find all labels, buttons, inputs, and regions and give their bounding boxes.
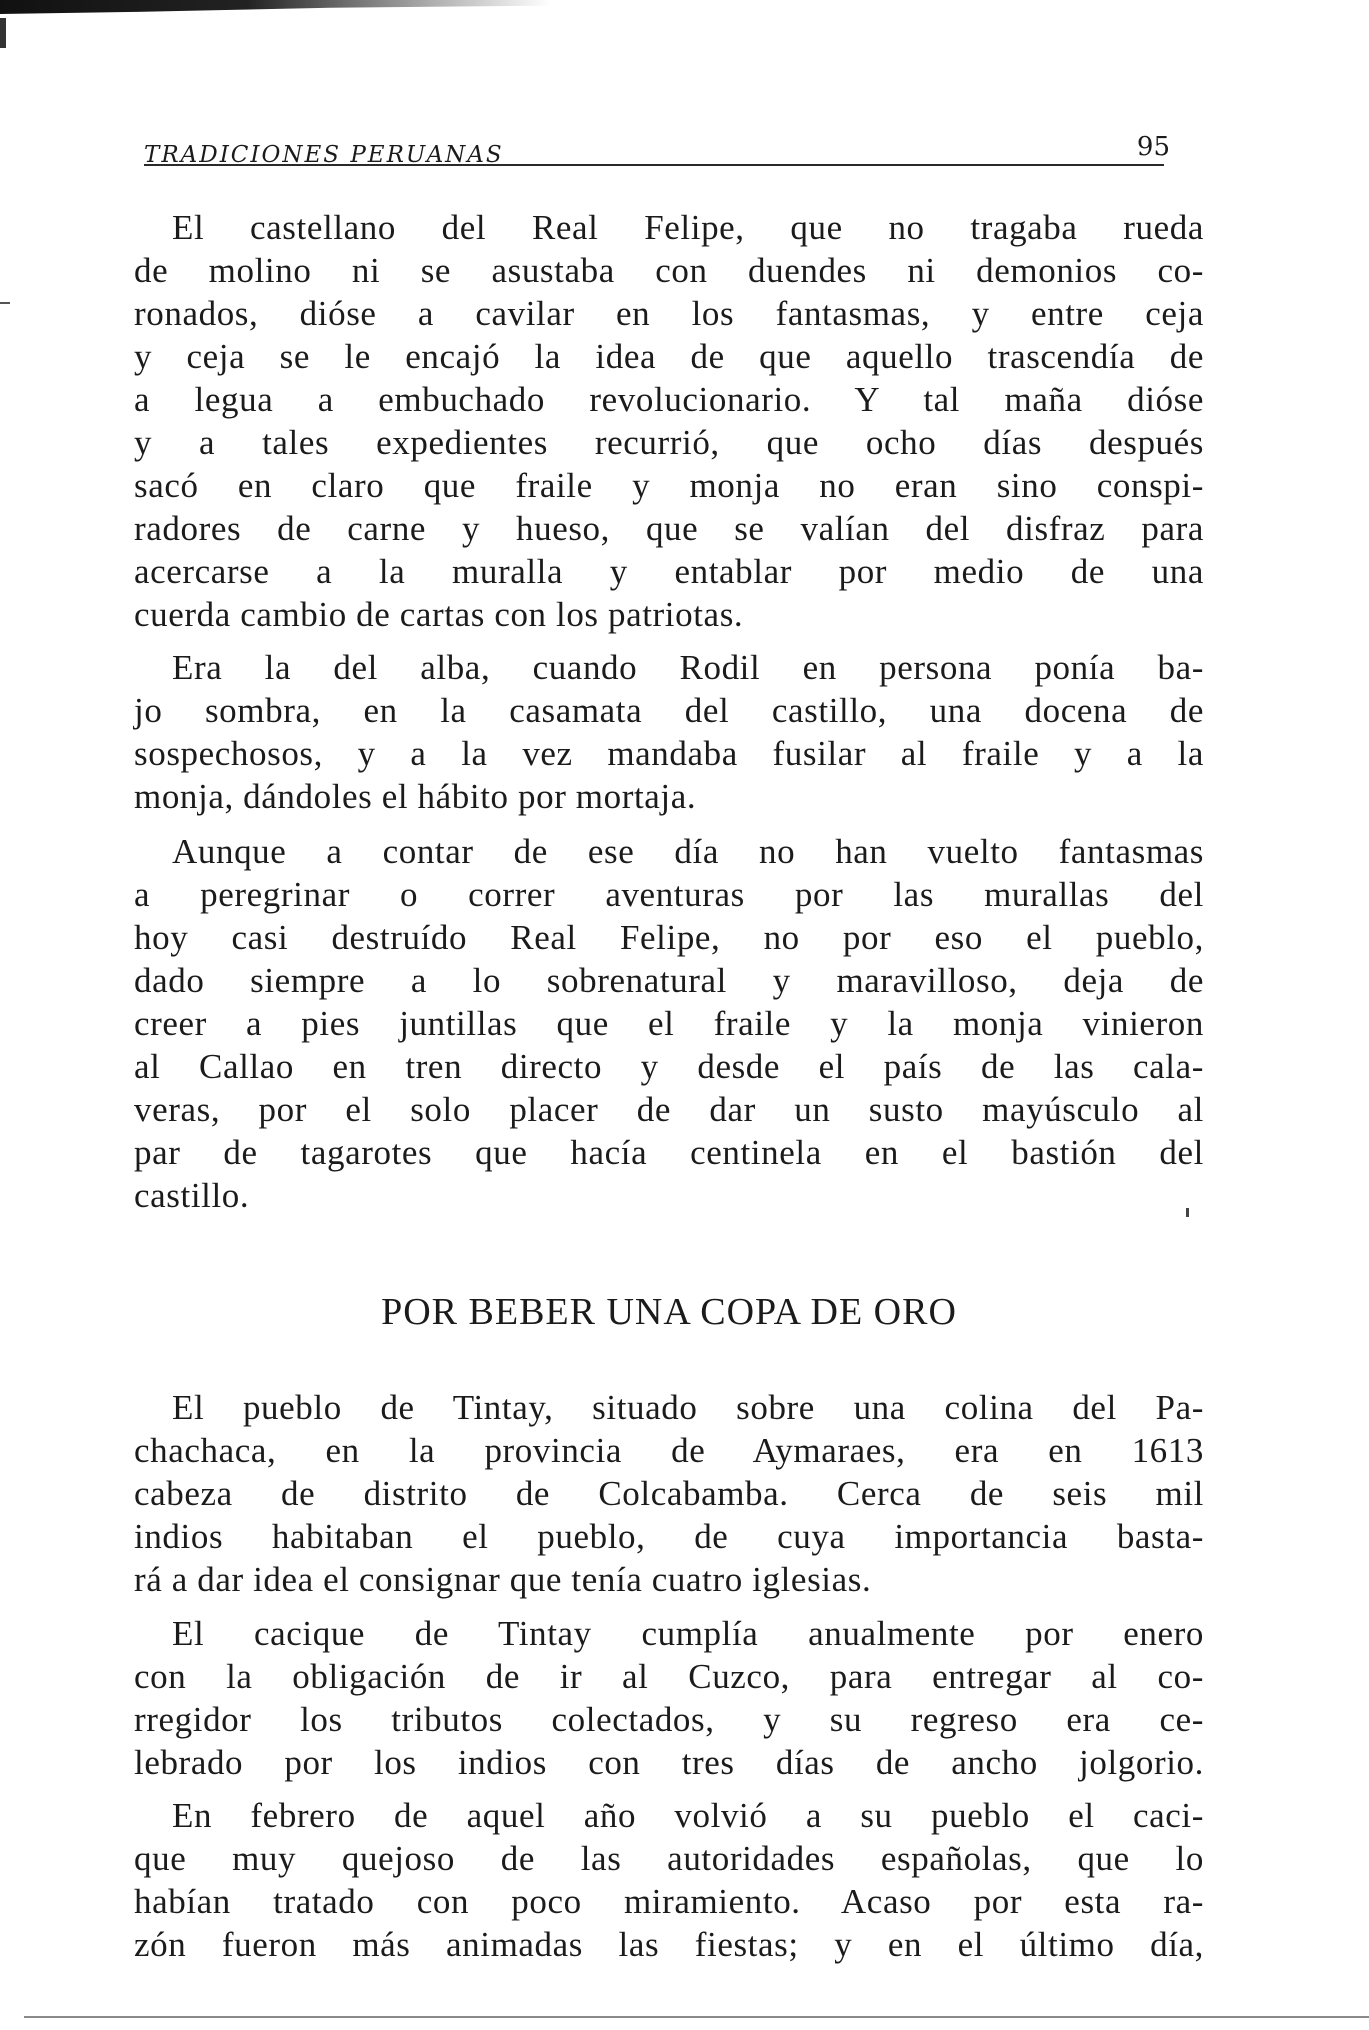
text-line: con la obligación de ir al Cuzco, para entregar al co- — [134, 1657, 1204, 1696]
text-line: El castellano del Real Felipe, que no tragaba rueda — [172, 208, 1204, 247]
text-line: En febrero de aquel año volvió a su pueblo el caci- — [172, 1796, 1204, 1835]
text-line: ronados, dióse a cavilar en los fantasmas, y entre ceja — [134, 294, 1204, 333]
text-line: El cacique de Tintay cumplía anualmente por enero — [172, 1614, 1204, 1653]
text-line: acercarse a la muralla y entablar por medio de una — [134, 552, 1204, 591]
text-line: sospechosos, y a la vez mandaba fusilar al fraile y a la — [134, 734, 1204, 773]
text-line: lebrado por los indios con tres días de ancho jolgorio. — [134, 1743, 1204, 1782]
ink-speck — [1186, 1208, 1189, 1217]
text-line: par de tagarotes que hacía centinela en el bastión del — [134, 1133, 1204, 1172]
scan-smudge — [0, 0, 550, 14]
text-line: cabeza de distrito de Colcabamba. Cerca de seis mil — [134, 1474, 1204, 1513]
text-line: dado siempre a lo sobrenatural y maravilloso, deja de — [134, 961, 1204, 1000]
text-line: de molino ni se asustaba con duendes ni demonios co- — [134, 251, 1204, 290]
text-line: rregidor los tributos colectados, y su regreso era ce- — [134, 1700, 1204, 1739]
text-line: castillo. — [134, 1176, 250, 1215]
paragraph-6 — [134, 1794, 1204, 1966]
text-line: y a tales expedientes recurrió, que ocho días después — [134, 423, 1204, 462]
text-line: rá a dar idea el consignar que tenía cuatro iglesias. — [134, 1560, 872, 1599]
text-line: radores de carne y hueso, que se valían del disfraz para — [134, 509, 1204, 548]
text-line: al Callao en tren directo y desde el país de las cala- — [134, 1047, 1204, 1086]
text-line: sacó en claro que fraile y monja no eran sino conspi- — [134, 466, 1204, 505]
paragraph-4 — [134, 1386, 1204, 1601]
paragraph-2 — [134, 646, 1204, 818]
text-line: cuerda cambio de cartas con los patriotas. — [134, 595, 744, 634]
section-title: POR BEBER UNA COPA DE ORO — [381, 1291, 957, 1333]
text-line: hoy casi destruído Real Felipe, no por eso el pueblo, — [134, 918, 1204, 957]
running-title: TRADICIONES PERUANAS — [144, 142, 504, 168]
page-number: 95 — [1136, 132, 1170, 162]
header-rule — [144, 164, 1164, 166]
text-line: y ceja se le encajó la idea de que aquello trascendía de — [134, 337, 1204, 376]
text-line: El pueblo de Tintay, situado sobre una colina del Pa- — [172, 1388, 1204, 1427]
text-line: indios habitaban el pueblo, de cuya importancia basta- — [134, 1517, 1204, 1556]
paragraph-5 — [134, 1612, 1204, 1784]
paragraph-3 — [134, 830, 1204, 1217]
margin-mark — [0, 302, 10, 304]
paragraph-1 — [134, 206, 1204, 636]
text-line: zón fueron más animadas las fiestas; y en el último día, — [134, 1925, 1204, 1964]
text-line: que muy quejoso de las autoridades españolas, que lo — [134, 1839, 1204, 1878]
text-line: jo sombra, en la casamata del castillo, una docena de — [134, 691, 1204, 730]
text-line: veras, por el solo placer de dar un susto mayúsculo al — [134, 1090, 1204, 1129]
running-header — [144, 128, 1170, 168]
text-line: a legua a embuchado revolucionario. Y tal maña dióse — [134, 380, 1204, 419]
text-line: chachaca, en la provincia de Aymaraes, era en 1613 — [134, 1431, 1204, 1470]
text-line: creer a pies juntillas que el fraile y la monja vinieron — [134, 1004, 1204, 1043]
text-line: habían tratado con poco miramiento. Acaso por esta ra- — [134, 1882, 1204, 1921]
scan-smudge-edge — [0, 18, 6, 48]
text-line: a peregrinar o correr aventuras por las murallas del — [134, 875, 1204, 914]
text-line: Era la del alba, cuando Rodil en persona ponía ba- — [172, 648, 1204, 687]
text-line: monja, dándoles el hábito por mortaja. — [134, 777, 697, 816]
bottom-edge-line — [24, 2016, 1369, 2018]
text-line: Aunque a contar de ese día no han vuelto fantasmas — [172, 832, 1204, 871]
